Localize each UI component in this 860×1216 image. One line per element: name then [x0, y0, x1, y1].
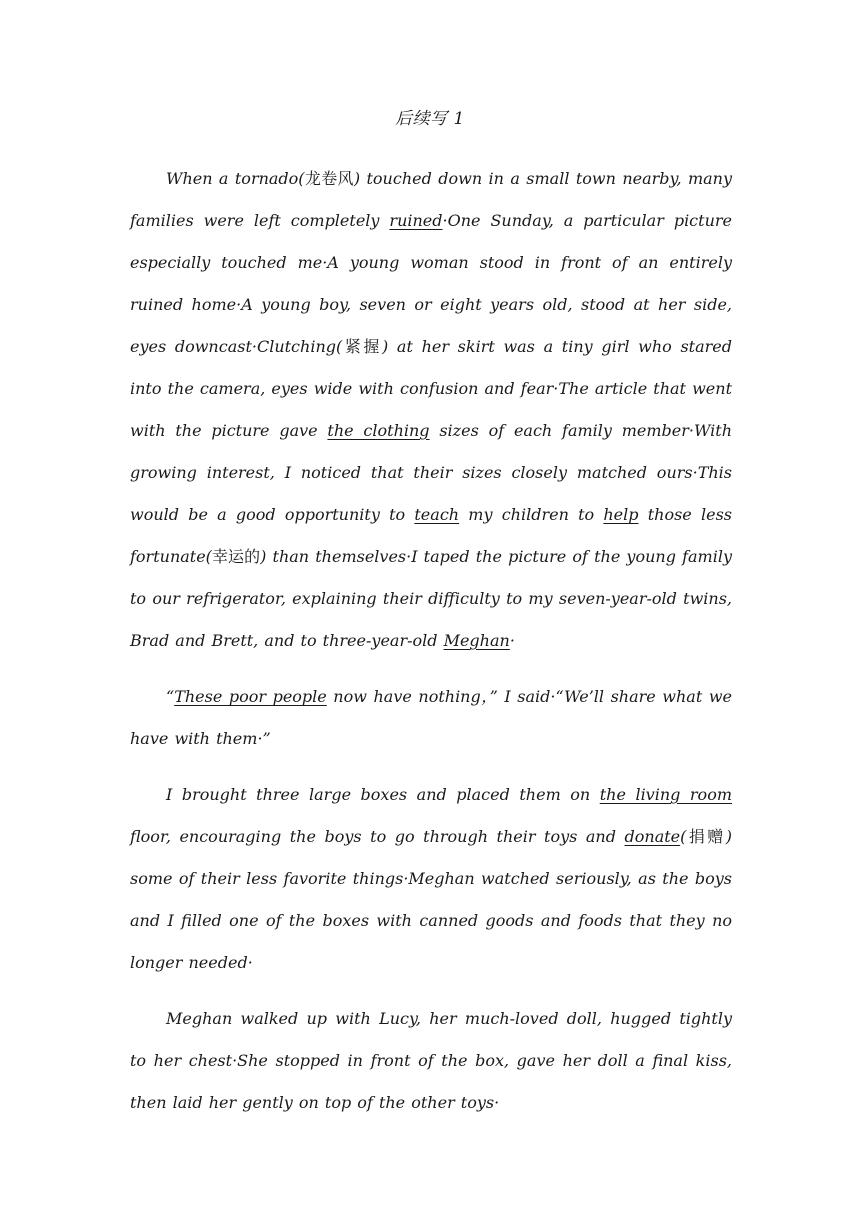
text-segment: ) touched down in a small town nearby, many families were left completely	[130, 169, 732, 230]
underlined-phrase: teach	[414, 505, 460, 524]
paragraph	[130, 774, 732, 984]
text-segment: ) some of their less favorite things·Meghan watched seriously, as the boys and I filled one of the boxes with canned goods and foods that they no longer needed·	[130, 827, 732, 972]
chinese-gloss: 龙卷风	[304, 169, 354, 188]
text-segment: Meghan walked up with Lucy, her much-loved doll, hugged tightly to her chest·She stopped in front of the box, gave her doll a final kiss, then laid her gently on top of the other toys·	[130, 1009, 732, 1112]
text-segment: ·One Sunday, a particular picture especially touched me·A young woman stood in front of an entirely ruined home·A young boy, seven or eight years old, stood at her side, eyes downcast·Clutching(	[130, 211, 732, 356]
chinese-gloss: 紧握	[342, 337, 383, 356]
text-segment: When a tornado(	[166, 169, 305, 188]
paragraph	[130, 676, 732, 760]
underlined-phrase: help	[603, 505, 639, 524]
text-segment: sizes of each family member·With growing interest, I noticed that their sizes closely matched ours·This would be a good opportunity to	[130, 421, 732, 524]
text-segment: I brought three large boxes and placed them on	[166, 785, 600, 804]
page-title: 后续写 1	[395, 109, 465, 129]
document-body	[130, 158, 732, 1138]
underlined-phrase: These poor people	[174, 687, 327, 706]
chinese-gloss: 捐赠	[686, 827, 726, 846]
underlined-phrase: the living room	[599, 785, 732, 804]
chinese-gloss: 幸运的	[211, 547, 261, 566]
text-segment: now have nothing，” I said·“We’ll share what we have with them·”	[130, 687, 732, 748]
underlined-phrase: ruined	[389, 211, 443, 230]
underlined-phrase: donate	[624, 827, 681, 846]
text-segment: floor, encouraging the boys to go through their toys and	[130, 827, 625, 846]
text-segment: “	[166, 687, 175, 706]
paragraph	[130, 998, 732, 1124]
text-segment: (	[680, 827, 687, 846]
underlined-phrase: Meghan	[443, 631, 510, 650]
text-segment: ) than themselves·I taped the picture of the young family to our refrigerator, explaining their difficulty to my seven-year-old twins, Brad and Brett, and to three-year-old	[130, 547, 732, 650]
text-segment: my children to	[459, 505, 604, 524]
paragraph	[130, 158, 732, 662]
underlined-phrase: the clothing	[327, 421, 430, 440]
text-segment: those less fortunate(	[130, 505, 732, 566]
text-segment: ) at her skirt was a tiny girl who stared into the camera, eyes wide with confusion and fear·The article that went with the picture gave	[130, 337, 732, 440]
text-segment: ·	[509, 631, 515, 650]
